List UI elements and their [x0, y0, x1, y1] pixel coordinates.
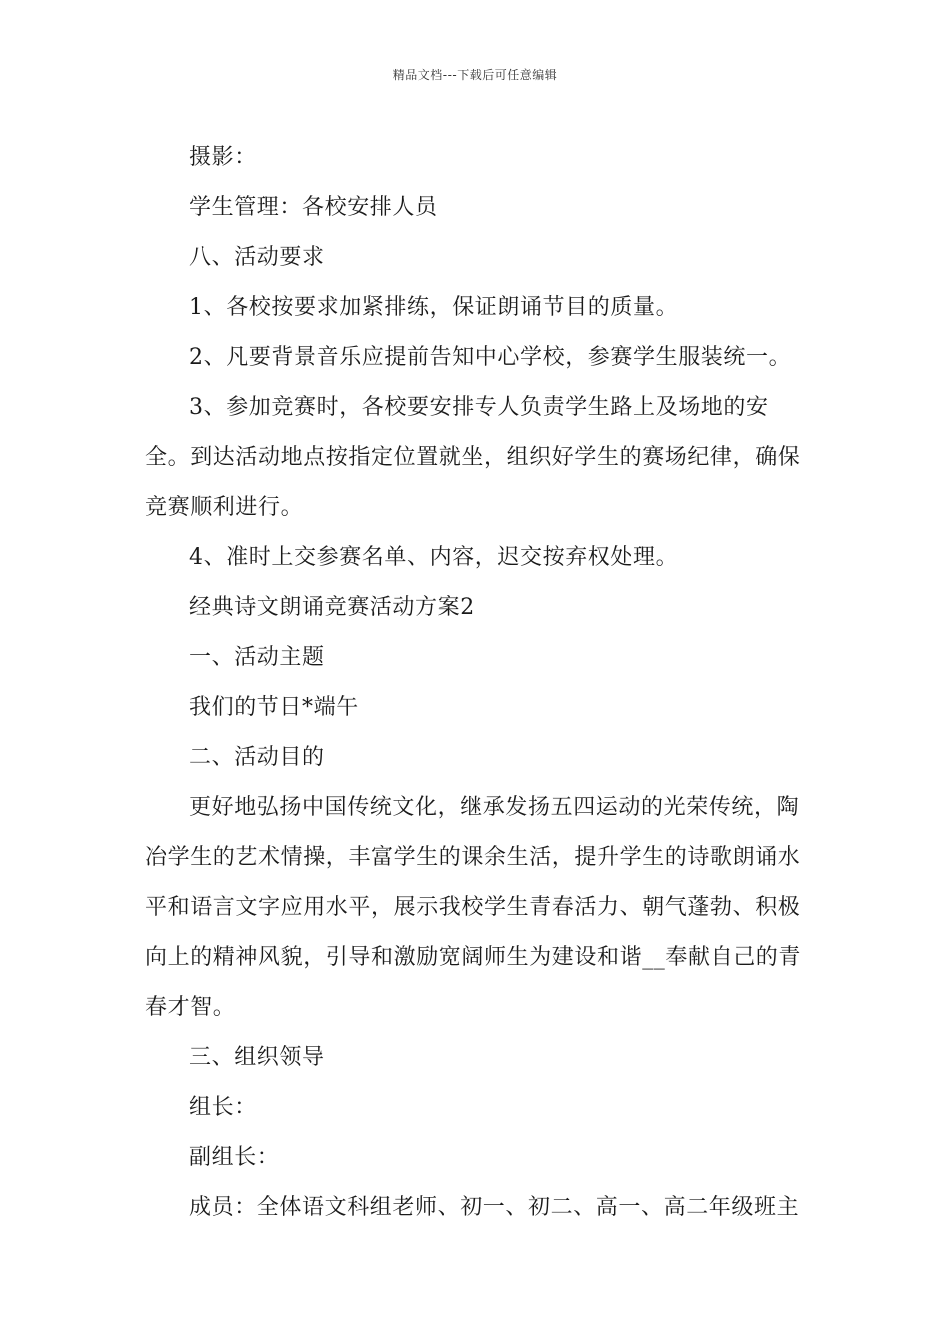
paragraph-photography: 摄影： — [189, 145, 257, 170]
document-body — [145, 133, 807, 1233]
paragraph-theme: 我们的节日*端午 — [189, 695, 359, 720]
section-heading-theme: 一、活动主题 — [189, 645, 325, 670]
section-heading-requirements: 八、活动要求 — [189, 245, 325, 270]
section-heading-leadership: 三、组织领导 — [189, 1045, 325, 1070]
paragraph-leader: 组长： — [189, 1095, 257, 1120]
plan-title: 经典诗文朗诵竞赛活动方案2 — [189, 595, 475, 620]
section-heading-purpose: 二、活动目的 — [189, 745, 325, 770]
list-item-2: 2、凡要背景音乐应提前告知中心学校，参赛学生服装统一。 — [189, 345, 792, 370]
paragraph-purpose: 更好地弘扬中国传统文化，继承发扬五四运动的光荣传统，陶冶学生的艺术情操，丰富学生的课余生活，提升学生的诗歌朗诵水平和语言文字应用水平，展示我校学生青春活力、朝气蓬勃、积极向上的精神风貌，引导和激励宽阔师生为建设和谐__奉献自己的青春才智。 — [145, 795, 802, 1020]
list-item-1: 1、各校按要求加紧排练，保证朗诵节目的质量。 — [189, 295, 679, 320]
list-item-4: 4、准时上交参赛名单、内容，迟交按弃权处理。 — [189, 545, 679, 570]
list-item-3: 3、参加竞赛时，各校要安排专人负责学生路上及场地的安全。到达活动地点按指定位置就坐，组织好学生的赛场纪律，确保竞赛顺利进行。 — [145, 395, 801, 520]
page-header: 精品文档---下载后可任意编辑 — [392, 68, 558, 82]
paragraph-members: 成员：全体语文科组老师、初一、初二、高一、高二年级班主 — [189, 1195, 800, 1220]
paragraph-deputy-leader: 副组长： — [189, 1145, 280, 1170]
paragraph-student-management: 学生管理：各校安排人员 — [189, 195, 438, 220]
